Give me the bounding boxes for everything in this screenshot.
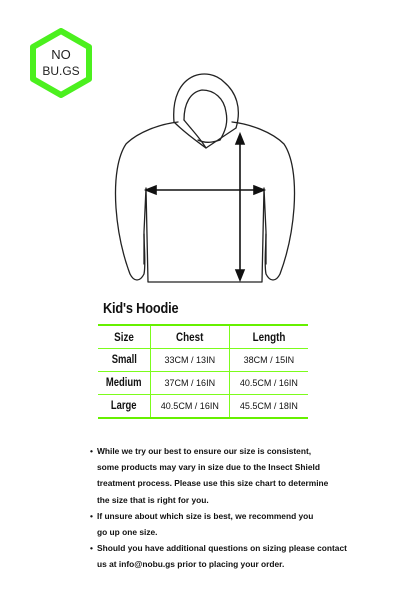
header-length: Length [229,325,308,349]
logo-line2: BU.GS [42,64,80,78]
size-cell: Large [98,395,150,419]
table-row [98,372,308,395]
note-item: • Should you have additional questions on sizing please contact us at info@nobu.gs prior to placing your order. [90,540,390,572]
size-chart-table [98,324,308,419]
header-size: Size [98,325,150,349]
table-row [98,395,308,419]
chest-cell: 33CM / 13IN [150,349,229,372]
note-item: • If unsure about which size is best, we recommend you go up one size. [90,508,390,540]
logo-line1: NO [51,47,71,62]
table-row [98,349,308,372]
chest-cell: 37CM / 16IN [150,372,229,395]
page-title: Kid's Hoodie [103,300,179,317]
size-cell: Small [98,349,150,372]
nobugs-logo [30,28,92,98]
note-item: • While we try our best to ensure our size is consistent, some products may vary in size due to the Insect Shield treatment process. Please use this size chart to determine the size that is right for you. [90,443,390,508]
length-cell: 45.5CM / 18IN [229,395,308,419]
hoodie-illustration [100,68,310,292]
measurement-arrows [146,134,264,280]
sizing-notes [90,443,390,573]
length-cell: 40.5CM / 16IN [229,372,308,395]
chest-cell: 40.5CM / 16IN [150,395,229,419]
table-header-row [98,325,308,349]
header-chest: Chest [150,325,229,349]
length-cell: 38CM / 15IN [229,349,308,372]
bullet-icon: • [90,543,93,554]
bullet-icon: • [90,510,93,521]
bullet-icon: • [90,446,93,456]
size-cell: Medium [98,372,150,395]
